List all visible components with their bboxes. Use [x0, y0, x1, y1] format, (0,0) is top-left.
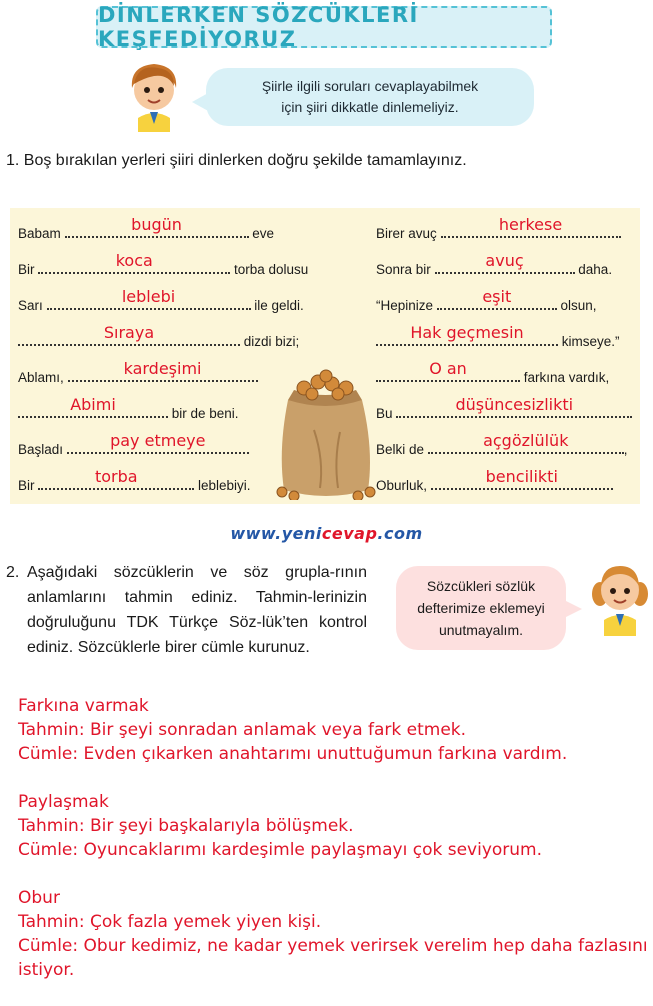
answer-sentence: Cümle: Oyuncaklarımı kardeşimle paylaşmayı çok seviyorum.: [18, 840, 543, 860]
poem-line-right-1: [376, 215, 621, 241]
website-link[interactable]: [0, 524, 653, 543]
page-title: DİNLERKEN SÖZCÜKLERİ KEŞFEDİYORUZ: [98, 3, 419, 51]
boy-character-icon: [124, 58, 184, 132]
blank[interactable]: [68, 359, 258, 382]
website-part: www.yeni: [230, 524, 322, 543]
blank[interactable]: [437, 287, 557, 310]
answer: leblebi: [121, 287, 176, 306]
answer: O an: [429, 359, 467, 378]
leblebi-sack-icon: [274, 360, 378, 500]
speech-bubble-girl: [396, 566, 566, 650]
speech-bubble-boy: [206, 68, 534, 126]
answer: düşüncesizlikti: [455, 395, 574, 414]
poem-line-left-2: [18, 251, 309, 277]
poem-text: “Hepinize: [376, 298, 437, 313]
answer: Sıraya: [103, 323, 155, 342]
website-part: cevap: [321, 524, 378, 543]
answer: pay etmeye: [110, 431, 206, 450]
answer: kardeşimi: [123, 359, 202, 378]
poem-text: ile geldi.: [250, 298, 304, 313]
bubble-tail: [564, 600, 582, 618]
blank[interactable]: [376, 323, 558, 346]
title-banner: [96, 3, 552, 51]
poem-line-left-8: [18, 467, 251, 493]
answer-guess: Tahmin: Çok fazla yemek yiyen kişi.: [18, 912, 322, 932]
poem-text: Belki de: [376, 442, 428, 457]
poem-text: ,: [623, 442, 628, 457]
answer-sentence: Cümle: Obur kedimiz, ne kadar yemek verirsek verelim hep daha fazlasını istiyor.: [18, 936, 648, 980]
poem-text: torba dolusu: [230, 262, 309, 277]
answer: bencilikti: [485, 467, 558, 486]
poem-text: Sonra bir: [376, 262, 435, 277]
answer-sentence: Cümle: Evden çıkarken anahtarımı unuttuğumun farkına vardım.: [18, 744, 568, 764]
poem-text: Birer avuç: [376, 226, 441, 241]
poem-text: Sarı: [18, 298, 47, 313]
poem-text: daha.: [574, 262, 613, 277]
girl-character-icon: [590, 560, 650, 636]
question-text: Aşağıdaki sözcüklerin ve söz grupla-rının anlamlarını tahmin ediniz. Tahmin-lerinizin doğruluğunu TDK Türkçe Söz-lük’ten kontrol ediniz. Sözcüklerle birer cümle kurunuz.: [27, 564, 367, 656]
bubble-line: defterimize eklemeyi: [417, 600, 545, 616]
poem-text: bir de beni.: [168, 406, 239, 421]
poem-line-right-2: [376, 251, 613, 277]
poem-line-right-6: [376, 395, 632, 421]
answer-word: Paylaşmak: [18, 792, 109, 812]
answer: eşit: [482, 287, 512, 306]
blank[interactable]: [67, 431, 249, 454]
poem-line-left-3: [18, 287, 304, 313]
poem-line-left-1: [18, 215, 275, 241]
poem-line-right-3: [376, 287, 597, 313]
answer: avuç: [485, 251, 524, 270]
answer-block: [18, 790, 648, 862]
poem-text: Oburluk,: [376, 478, 431, 493]
answer-guess: Tahmin: Bir şeyi başkalarıyla bölüşmek.: [18, 816, 354, 836]
poem-line-left-5: [18, 359, 258, 385]
poem-text: kimseye.”: [558, 334, 620, 349]
answer: koca: [115, 251, 153, 270]
poem-text: olsun,: [556, 298, 597, 313]
answer-word: Obur: [18, 888, 60, 908]
poem-line-left-7: [18, 431, 249, 457]
answer-word: Farkına varmak: [18, 696, 149, 716]
poem-text: Bir: [18, 262, 39, 277]
blank[interactable]: [376, 359, 520, 382]
answer-block: [18, 694, 648, 766]
poem-text: leblebiyi.: [194, 478, 251, 493]
poem-text: Başladı: [18, 442, 67, 457]
blank[interactable]: [18, 395, 168, 418]
answer-guess: Tahmin: Bir şeyi sonradan anlamak veya fark etmek.: [18, 720, 467, 740]
blank[interactable]: [47, 287, 251, 310]
blank[interactable]: [435, 251, 575, 274]
blank[interactable]: [428, 431, 624, 454]
blank[interactable]: [396, 395, 632, 418]
poem-text: eve: [248, 226, 275, 241]
blank[interactable]: [38, 467, 194, 490]
question-number: 2.: [6, 564, 20, 581]
bubble-line: Şiirle ilgili soruları cevaplayabilmek: [261, 78, 479, 94]
poem-line-left-4: [18, 323, 300, 349]
answer: bugün: [131, 215, 182, 234]
poem-line-left-6: [18, 395, 239, 421]
blank[interactable]: [431, 467, 613, 490]
answer: açgözlülük: [483, 431, 569, 450]
blank[interactable]: [38, 251, 230, 274]
poem-line-right-5: [376, 359, 610, 385]
poem-text: farkına vardık,: [520, 370, 610, 385]
poem-text: Bu: [376, 406, 397, 421]
bubble-line: için şiiri dikkatle dinlemeliyiz.: [281, 99, 459, 115]
website-part: .com: [377, 524, 423, 543]
bubble-line: unutmayalım.: [438, 622, 524, 638]
poem-text: Babam: [18, 226, 65, 241]
blank[interactable]: [18, 323, 240, 346]
answer-block: [18, 886, 648, 982]
answer: torba: [94, 467, 138, 486]
poem-text: Ablamı,: [18, 370, 68, 385]
poem-line-right-8: [376, 467, 613, 493]
poem-line-right-4: [376, 323, 620, 349]
answer: herkese: [498, 215, 563, 234]
answer: Hak geçmesin: [410, 323, 524, 342]
poem-text: dizdi bizi;: [240, 334, 300, 349]
poem-line-right-7: [376, 431, 628, 457]
question-1: 1. Boş bırakılan yerleri şiiri dinlerken doğru şekilde tamamlayınız.: [6, 152, 467, 169]
blank[interactable]: [441, 215, 621, 238]
bubble-line: Sözcükleri sözlük: [426, 578, 536, 594]
answers-section: [18, 694, 648, 1006]
blank[interactable]: [65, 215, 249, 238]
answer: Abimi: [70, 395, 116, 414]
poem-text: Bir: [18, 478, 39, 493]
